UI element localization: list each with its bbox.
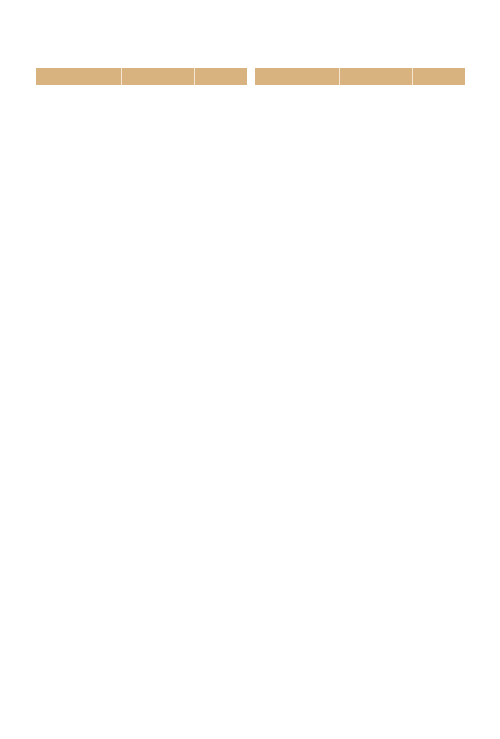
header-original-name <box>122 68 195 85</box>
header-reign-period <box>413 68 465 85</box>
table-header <box>36 68 247 85</box>
header-original-name <box>340 68 413 85</box>
left-pope-table <box>36 68 247 85</box>
header-reign-period <box>195 68 247 85</box>
table-header <box>255 68 465 85</box>
header-pope-name <box>36 68 122 85</box>
right-pope-table <box>255 68 465 85</box>
header-pope-name <box>255 68 340 85</box>
